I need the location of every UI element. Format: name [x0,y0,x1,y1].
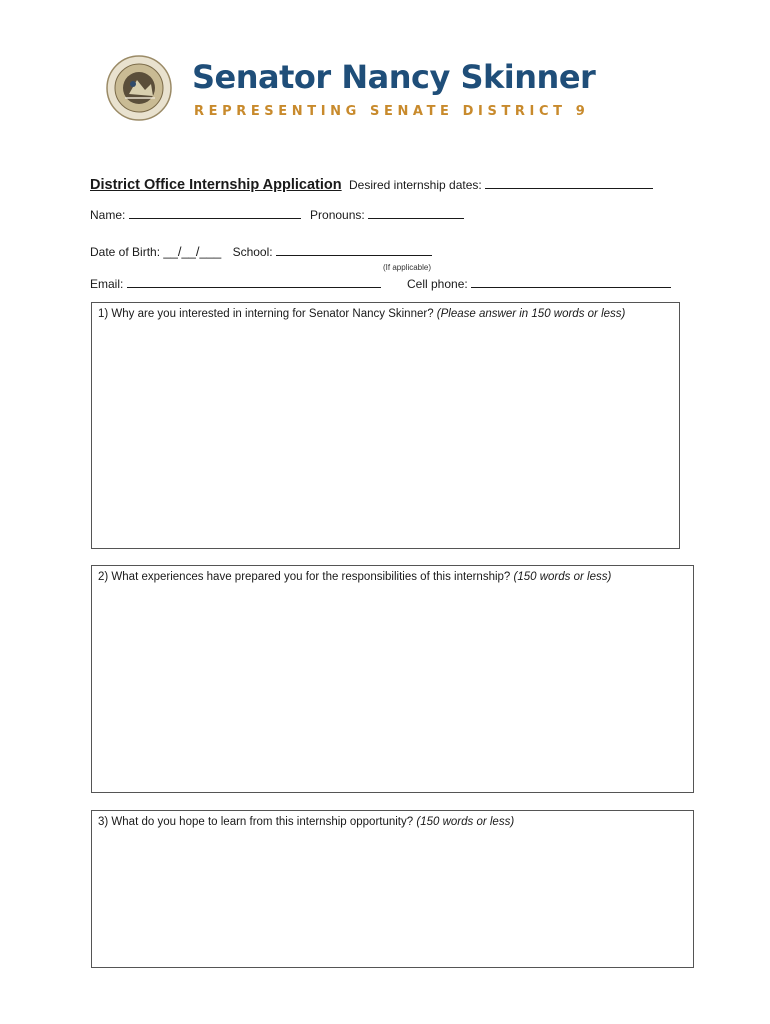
cell-label: Cell phone: [407,277,468,291]
name-label: Name: [90,208,126,222]
question-1-text: 1) Why are you interested in interning for Senator Nancy Skinner? [98,308,434,320]
school-label: School: [232,245,273,259]
question-1-box[interactable] [91,302,680,549]
question-2-box[interactable] [91,565,694,793]
pronouns-label: Pronouns: [310,208,365,222]
name-row [90,206,464,222]
email-label: Email: [90,277,124,291]
question-1-note: (Please answer in 150 words or less) [436,308,626,320]
title-row [90,176,653,193]
question-3-box[interactable] [91,810,694,968]
cell-row [407,275,671,291]
question-3-note: (150 words or less) [416,816,515,828]
senator-name: Senator Nancy Skinner [192,58,596,96]
desired-dates-label: Desired internship dates: [348,178,482,192]
name-field[interactable] [129,206,301,219]
question-3-text: 3) What do you hope to learn from this internship opportunity? [98,816,414,828]
california-senate-seal-icon [103,54,175,122]
dob-field[interactable]: __/__/___ [163,244,222,259]
email-row [90,275,381,291]
email-field[interactable] [127,275,381,288]
question-2-note: (150 words or less) [513,571,612,583]
school-field[interactable] [276,243,432,256]
dob-label: Date of Birth: [90,245,161,259]
pronouns-field[interactable] [368,206,464,219]
question-2-text: 2) What experiences have prepared you for the responsibilities of this internship? [98,571,511,583]
desired-dates-field[interactable] [485,176,653,189]
school-note: (If applicable) [383,263,432,272]
senate-district: REPRESENTING SENATE DISTRICT 9 [194,104,590,119]
dob-row [90,243,432,259]
cell-field[interactable] [471,275,671,288]
form-title: District Office Internship Application [90,177,342,193]
letterhead [100,52,620,124]
